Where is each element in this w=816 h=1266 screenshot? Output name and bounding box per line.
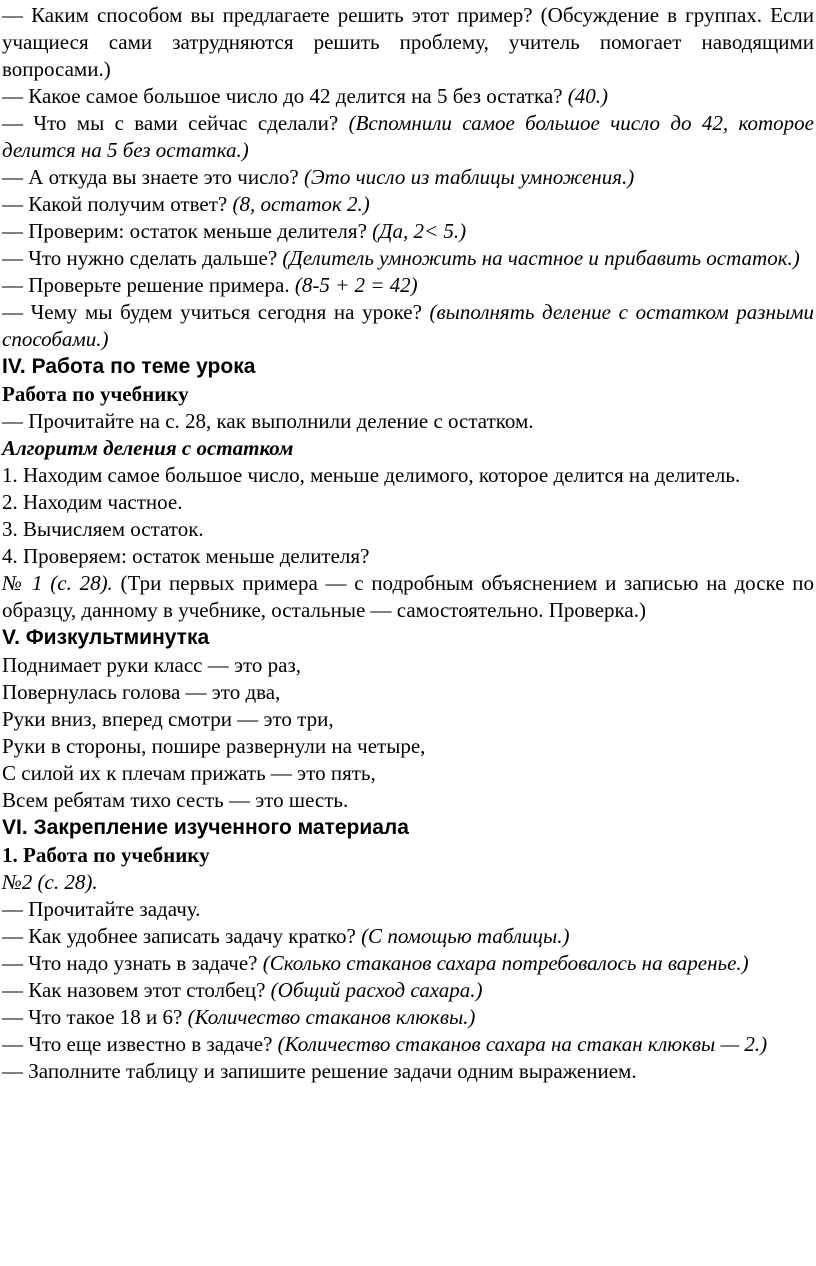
question: — Что мы с вами сейчас сделали? [2,111,349,135]
task-reference: № 1 (с. 28). [2,571,113,595]
section-subtitle: Работа по учебнику [2,382,189,406]
section-5 [2,624,814,814]
section-title: VI. Закрепление изученного материала [2,816,409,839]
algorithm-step: 2. Находим частное. [2,490,183,514]
answer: (Вспомнили самое большое число до 42, которое делится на 5 без остатка.) [2,111,814,162]
dialog-line [2,2,814,83]
poem-line: Руки в стороны, пошире развернули на четыре, [2,734,426,758]
algorithm-title: Алгоритм деления с остатком [2,436,294,460]
question: — Заполните таблицу и запишите решение задачи одним выражением. [2,1059,637,1083]
question: — Что надо узнать в задаче? [2,951,263,975]
dialog-line [2,977,814,1004]
question: — Как удобнее записать задачу кратко? [2,924,362,948]
task-reference: №2 (с. 28). [2,870,98,894]
poem-line: Всем ребятам тихо сесть — это шесть. [2,788,349,812]
question: — Как назовем этот столбец? [2,978,271,1002]
dialog-line [2,218,814,245]
dialog-line [2,83,814,110]
answer: (8, остаток 2.) [232,192,370,216]
dialog-line [2,299,814,353]
answer: (Количество стаканов сахара на стакан клюквы — 2.) [277,1032,768,1056]
answer: (40.) [567,84,609,108]
section-4 [2,353,814,624]
dialog-line [2,896,814,923]
dialog-line [2,164,814,191]
task-paragraph [2,570,814,624]
question: — Чему мы будем учиться сегодня на уроке? [2,300,430,324]
intro-dialog [2,2,814,353]
question: — Прочитайте задачу. [2,897,201,921]
section-title: V. Физкультминутка [2,626,210,649]
poem-line: Повернулась голова — это два, [2,680,281,704]
answer: (Да, 2< 5.) [372,219,467,243]
poem-line: Поднимает руки класс — это раз, [2,653,302,677]
section-title: IV. Работа по теме урока [2,355,256,378]
dialog-line [2,191,814,218]
dialog-line [2,1031,814,1058]
algorithm-step: 4. Проверяем: остаток меньше делителя? [2,544,370,568]
algorithm-step: 3. Вычисляем остаток. [2,517,204,541]
answer: (Делитель умножить на частное и прибавить остаток.) [282,246,800,270]
question: — Что такое 18 и 6? [2,1005,188,1029]
question: — А откуда вы знаете это число? [2,165,304,189]
dialog-line [2,923,814,950]
task-text: (Три первых примера — с подробным объяснением и записью на доске по образцу, данному в учебнике, остальные — самостоятельно. Проверка.) [2,571,814,622]
poem-line: С силой их к плечам прижать — это пять, [2,761,376,785]
instruction-line: — Прочитайте на с. 28, как выполнили деление с остатком. [2,409,534,433]
dialog-line [2,272,814,299]
dialog-line [2,1058,814,1085]
poem-line: Руки вниз, вперед смотри — это три, [2,707,334,731]
question: — Что еще известно в задаче? [2,1032,278,1056]
dialog-line [2,110,814,164]
question: — Какое самое большое число до 42 делится на 5 без остатка? [2,84,568,108]
question: — Что нужно сделать дальше? [2,246,283,270]
dialog-line [2,1004,814,1031]
question: — Какой получим ответ? [2,192,233,216]
question: — Каким способом вы предлагаете решить этот пример? (Обсуждение в группах. Если учащиеся сами затрудняются решить проблему, учитель помогает наводящими вопросами.) [2,3,814,81]
dialog-line [2,950,814,977]
section-6 [2,814,814,1085]
dialog-line [2,245,814,272]
answer: (С помощью таблицы.) [361,924,570,948]
question: — Проверьте решение примера. [2,273,295,297]
answer: (Количество стаканов клюквы.) [187,1005,476,1029]
answer: (Общий расход сахара.) [270,978,483,1002]
answer: (выполнять деление с остатком разными способами.) [2,300,814,351]
section-subtitle: 1. Работа по учебнику [2,843,210,867]
answer: (Это число из таблицы умножения.) [303,165,635,189]
question: — Проверим: остаток меньше делителя? [2,219,373,243]
answer: (8-5 + 2 = 42) [294,273,418,297]
algorithm-step: 1. Находим самое большое число, меньше делимого, которое делится на делитель. [2,463,741,487]
answer: (Сколько стаканов сахара потребовалось на варенье.) [262,951,749,975]
